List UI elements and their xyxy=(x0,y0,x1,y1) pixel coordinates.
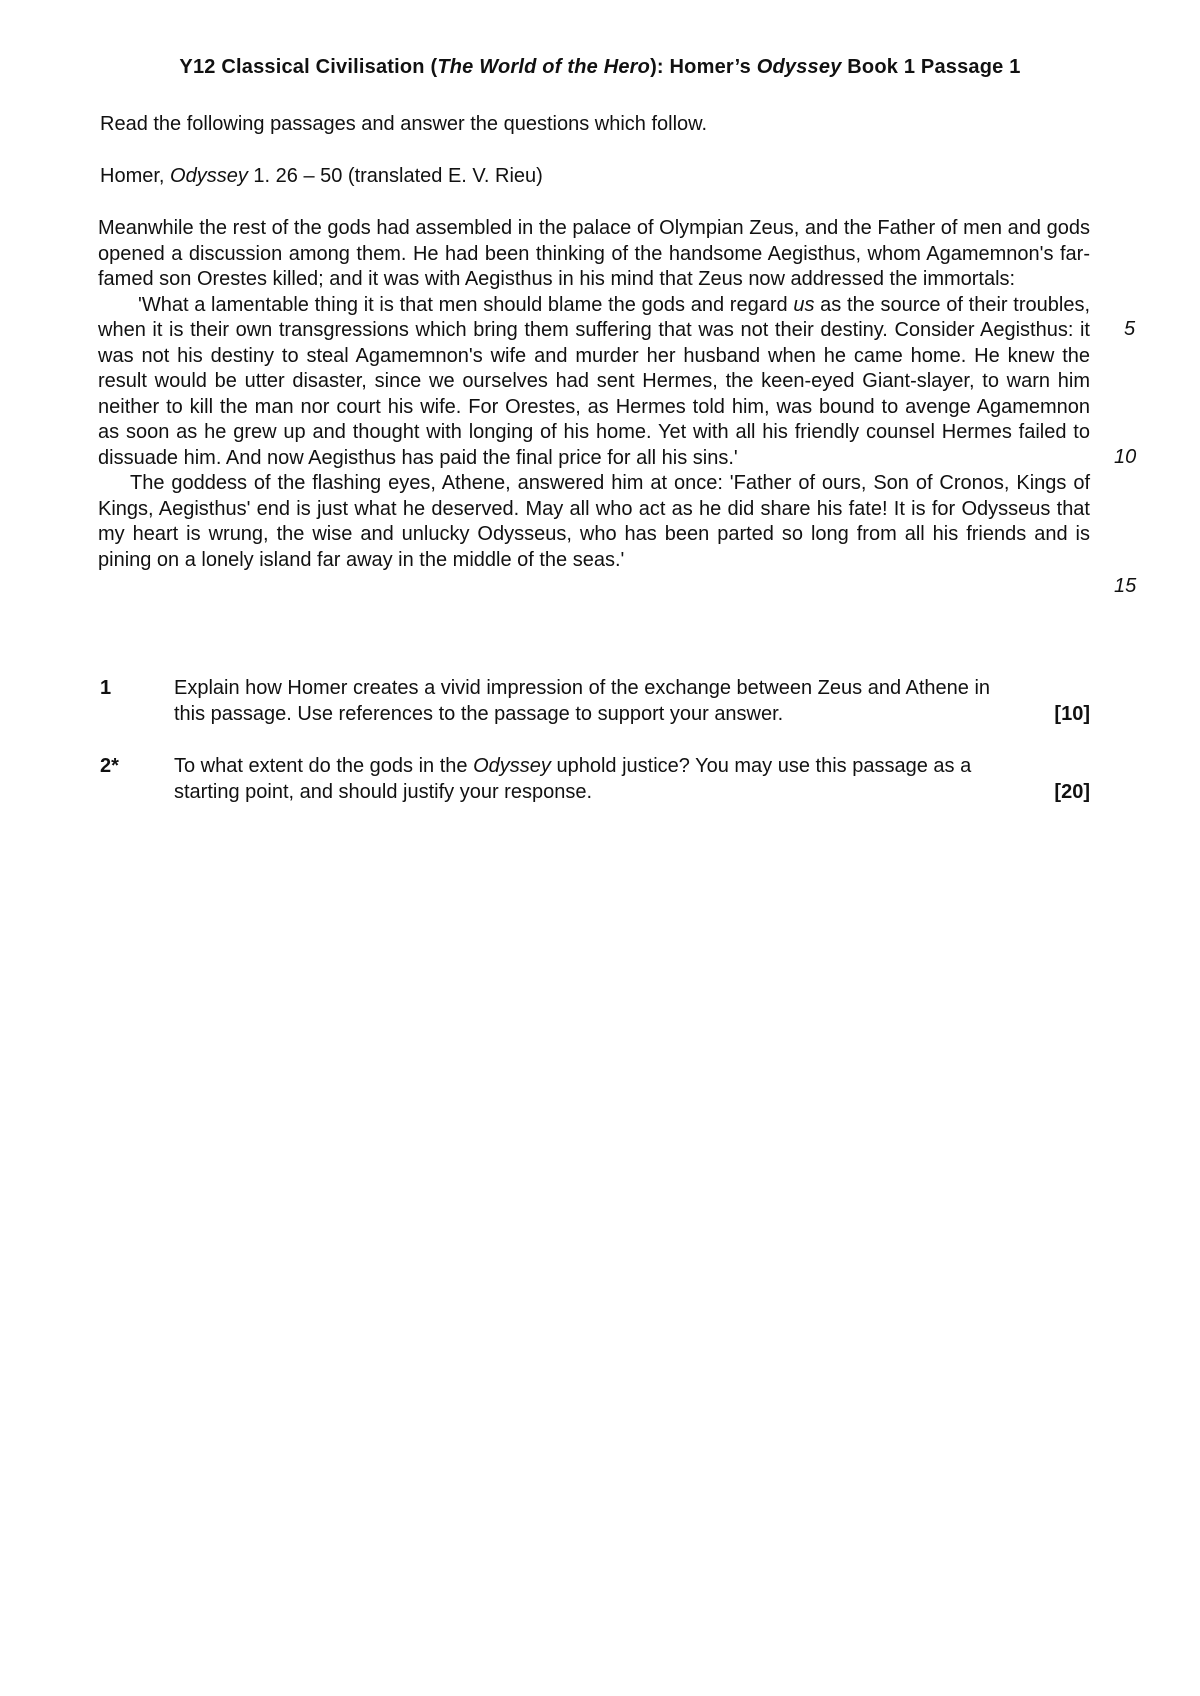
question-text xyxy=(174,676,1090,727)
passage-p2-emphasis: us xyxy=(793,293,815,316)
title-work: The World of the Hero xyxy=(437,56,651,78)
question-marks: [20] xyxy=(1054,780,1090,803)
question-line-2-row xyxy=(174,780,1090,806)
line-number-5: 5 xyxy=(1124,318,1136,340)
question-line-1-after: uphold justice? You may use this passage as a xyxy=(550,755,972,777)
title-suffix: Book 1 Passage 1 xyxy=(841,56,1021,78)
source-author: Homer, xyxy=(100,165,171,187)
question-line-2: starting point, and should justify your response. xyxy=(174,780,593,803)
question-line-1-before: To what extent do the gods in the xyxy=(174,755,474,777)
question-line-1 xyxy=(174,754,1090,780)
passage-paragraph-2 xyxy=(98,293,1090,472)
passage-paragraph-1: Meanwhile the rest of the gods had assembled in the palace of Olympian Zeus, and the Father of men and gods opened a discussion among them. He had been thinking of the handsome Aegisthus, whom Agamemnon's far-famed son Orestes killed; and it was with Aegisthus in his mind that Zeus now addressed the immortals: xyxy=(98,217,1090,290)
source-work: Odyssey xyxy=(170,165,248,187)
page-title xyxy=(0,56,1200,79)
passage-text xyxy=(98,216,1090,573)
question-line-2-row xyxy=(174,702,1090,728)
question-number: 1 xyxy=(100,677,112,699)
question-text xyxy=(174,754,1090,805)
question-line-1: Explain how Homer creates a vivid impression of the exchange between Zeus and Athene in xyxy=(174,677,991,699)
question-2 xyxy=(100,754,1090,805)
source-rest: 1. 26 – 50 (translated E. V. Rieu) xyxy=(247,165,543,187)
line-number-15: 15 xyxy=(1114,575,1137,597)
title-mid: ): Homer’s xyxy=(650,56,757,78)
title-book: Odyssey xyxy=(756,56,842,78)
passage-paragraph-3: The goddess of the flashing eyes, Athene, answered him at once: 'Father of ours, Son of Cronos, Kings of Kings, Aegisthus' end is just what he deserved. May all who act as he did share his fate! It is for Odysseus that my heart is wrung, the wise and unlucky Odysseus, who has been parted so long from all his friends and is pining on a lonely island far away in the middle of the seas.' xyxy=(98,472,1090,571)
question-number: 2* xyxy=(100,755,119,777)
question-marks: [10] xyxy=(1054,702,1090,725)
question-line-1-emphasis: Odyssey xyxy=(473,755,551,777)
passage-p2-before: 'What a lamentable thing it is that men should blame the gods and regard xyxy=(138,293,794,316)
line-number-10: 10 xyxy=(1114,446,1137,468)
question-1 xyxy=(100,676,1090,727)
question-line-2: this passage. Use references to the passage to support your answer. xyxy=(174,702,784,725)
passage-p2-after: as the source of their troubles, when it is their own transgressions which bring them suffering that was not their destiny. Consider Aegisthus: it was not his destiny to steal Agamemnon's wife and murder her husband when he came home. He knew the result would be utter disaster, since we ourselves had sent Hermes, the keen-eyed Giant-slayer, to warn him neither to kill the man nor court his wife. For Orestes, as Hermes told him, was bound to avenge Agamemnon as soon as he grew up and thought with longing of his home. Yet with all his friendly counsel Hermes failed to dissuade him. And now Aegisthus has paid the final price for all his sins.' xyxy=(98,293,1090,469)
source-citation xyxy=(100,165,543,188)
title-prefix: Y12 Classical Civilisation ( xyxy=(179,56,438,78)
instructions: Read the following passages and answer the questions which follow. xyxy=(100,113,708,135)
